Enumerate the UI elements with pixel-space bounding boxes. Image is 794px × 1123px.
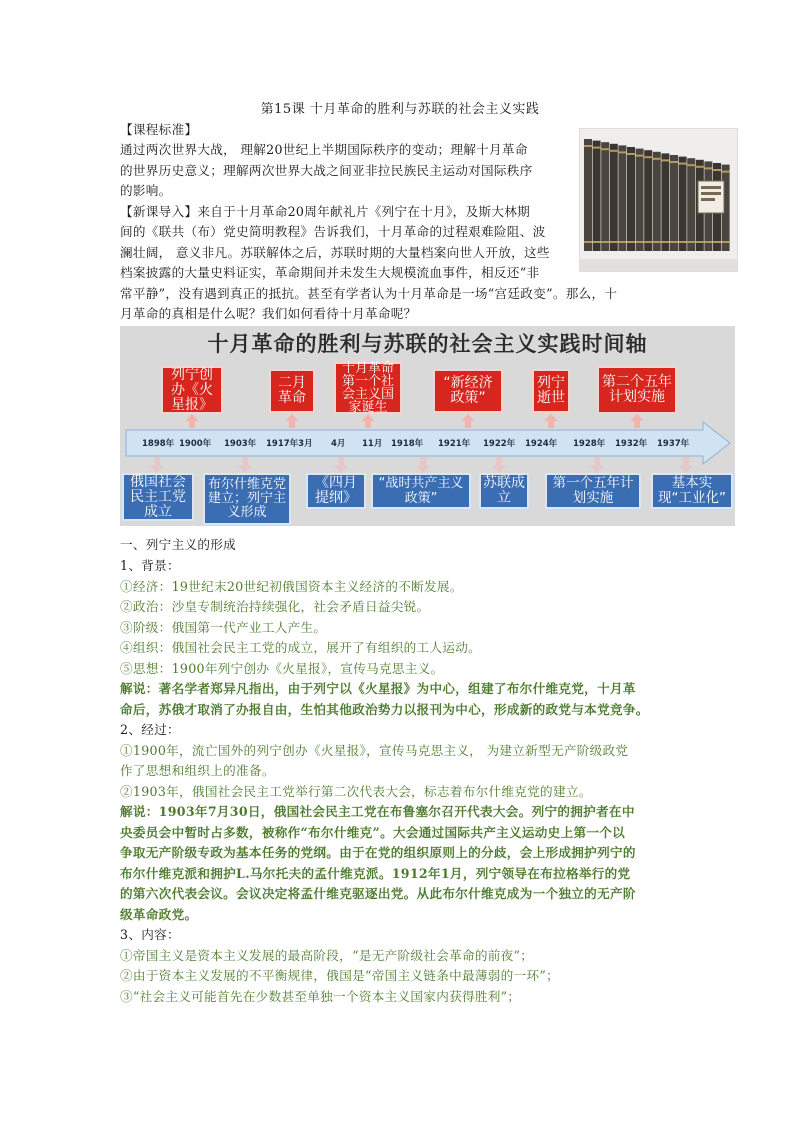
book-spine [644,150,652,251]
timeline-event-top: 第二个五年计划实施 [597,366,677,414]
book-spine-band [713,169,721,171]
axis-label: 1917年3月 [266,439,313,449]
commentary-line: 央委员会中暂时占多数，被称作“布尔什维克”。大会通过国际共产主义运动史上第一个以 [120,825,626,840]
timeline-event-top: 列宁创办《火星报》 [161,366,223,414]
up-arrow-icon [289,420,295,428]
subheading: 3、内容： [120,927,180,942]
book-spine-band [644,156,652,158]
book-spine-band [670,161,678,163]
subheading: 2、经过： [120,722,180,737]
up-arrow-icon [634,420,640,428]
commentary-line: 争取无产阶级专政为基本任务的党纲。由于在党的组织原则上的分歧，会上形成拥护列宁的 [120,845,636,860]
timeline-event-top: 列宁逝世 [532,369,570,413]
book-spine-band [636,155,644,157]
book-spine [679,157,687,251]
timeline-event-bottom: 基本实现“工业化” [651,473,733,509]
timeline-event-top: 十月革命第一个社会主义国家诞生 [334,362,402,414]
book-spine-band [593,241,601,243]
axis-label: 1918年 [391,439,424,449]
book-spine-band [618,241,626,243]
book-spine-band [653,158,661,160]
timeline-event-top: “新经济政策” [433,369,503,413]
book-spine-band [653,241,661,243]
timeline-event-bottom: 俄国社会民主工党成立 [122,473,194,521]
book-spine-band [610,150,618,152]
commentary-line: 命后，苏俄才取消了办报自由，生怕其他政治势力以报刊为中心，形成新的政党与本党竞争。 [120,702,649,717]
book-spine [601,142,609,251]
book-spine [653,152,661,251]
down-arrow-icon [338,457,344,467]
timeline-event-bottom: 苏联成立 [479,473,529,509]
book-spine-band [601,148,609,150]
axis-label: 1928年 [573,439,606,449]
lesson-title: 第15课 十月革命的胜利与苏联的社会主义实践 [260,102,540,117]
book-spine-band [610,241,618,243]
book-spine-band [713,241,721,243]
book-spine-band [670,241,678,243]
down-arrow-icon [154,457,160,467]
commentary-line: 级革命政党。 [120,907,198,922]
intro-line: 的世界历史意义；理解两次世界大战之间亚非拉民族民主运动对国际秩序 [120,163,533,178]
intro-line: 月革命的真相是什么呢？我们如何看待十月革命呢？ [120,306,417,321]
book-spine-band [636,241,644,243]
book-spine-band [618,151,626,153]
book-spine-band [593,147,601,149]
book-spine-band [696,166,704,168]
book-set-photo [579,128,738,272]
book-spine-band [644,241,652,243]
timeline-event-top: 二月革命 [269,369,315,413]
book-spine [593,141,601,251]
axis-label: 1922年 [483,439,516,449]
book-spine [627,147,635,251]
point-line: ③阶级：俄国第一代产业工人产生。 [120,620,327,635]
axis-label: 1900年 [179,439,212,449]
timeline-event-bottom: “战时共产主义政策” [371,473,471,509]
commentary-line: 布尔什维克派和拥护L.马尔托夫的孟什维克派。1912年1月，列宁领导在布拉格举行的党 [120,866,631,881]
book-spine-band [704,167,712,169]
axis-label: 1903年 [224,439,257,449]
point-line: ②由于资本主义发展的不平衡规律，俄国是“帝国主义链条中最薄弱的一环”； [120,968,559,983]
axis-label: 1932年 [615,439,648,449]
intro-line: 通过两次世界大战， 理解20世纪上半期国际秩序的变动；理解十月革命 [120,142,528,157]
timeline-event-bottom: 《四月提纲》 [306,473,366,509]
intro-line: 澜壮阔， 意义非凡。苏联解体之后，苏联时期的大量档案向世人开放，这些 [120,245,550,260]
point-line: ⑤思想：1900年列宁创办《火星报》，宣传马克思主义。 [120,661,444,676]
timeline-graphic [120,326,735,526]
point-line: ②政治：沙皇专制统治持续强化，社会矛盾日益尖锐。 [120,599,430,614]
book-spine-band [661,159,669,161]
book-spine [584,139,592,251]
book-spine-band [661,241,669,243]
book-spine [636,149,644,251]
axis-label: 1921年 [438,439,471,449]
book-set-illustration [580,129,737,271]
axis-label: 1937年 [657,439,690,449]
intro-line: 间的《联共（布）党史简明教程》告诉我们，十月革命的过程艰难险阻、波 [120,224,546,239]
point-line: ①经济：19世纪末20世纪初俄国资本主义经济的不断发展。 [120,579,463,594]
book-spine-band [687,164,695,166]
point-line: 作了思想和组织上的准备。 [120,763,275,778]
book-spine-band [584,145,592,147]
book-spine-band [722,241,730,243]
down-arrow-icon [242,457,248,467]
down-arrow-icon [496,457,502,467]
commentary-line: 解说：著名学者郑异凡指出，由于列宁以《火星报》为中心，组建了布尔什维克党，十月革 [120,681,636,696]
book-spine [610,144,618,251]
up-arrow-icon [365,420,371,428]
axis-label: 1924年 [525,439,558,449]
commentary-line: 的第六次代表会议。会议决定将孟什维克驱逐出党。从此布尔什维克成为一个独立的无产阶 [120,886,636,901]
subheading: 1、背景： [120,558,180,573]
down-arrow-icon [420,457,426,467]
book-spine-band [722,171,730,173]
point-line: ①1900年，流亡国外的列宁创办《火星报》，宣传马克思主义， 为建立新型无产阶级政党 [120,743,629,758]
point-line: ④组织：俄国社会民主工党的成立，展开了有组织的工人运动。 [120,640,482,655]
intro-line: 档案披露的大量史料证实，革命期间并未发生大规模流血事件，相反还“非 [120,265,540,280]
up-arrow-icon [465,420,471,428]
timeline-event-bottom: 布尔什维克党建立；列宁主义形成 [203,473,291,525]
book-spine-band [696,241,704,243]
axis-label: 4月 [331,439,346,449]
commentary-line: 解说：1903年7月30日，俄国社会民主工党在布鲁塞尔召开代表大会。列宁的拥护者在中 [120,804,635,819]
section-heading: 一、列宁主义的形成 [120,537,237,552]
book-spine-band [704,241,712,243]
book-spine-band [601,241,609,243]
timeline-title: 十月革命的胜利与苏联的社会主义实践时间轴 [207,332,648,356]
timeline-event-bottom: 第一个五年计划实施 [545,473,641,509]
book-spine-band [679,241,687,243]
intro-line: 【新课导入】来自于十月革命20周年献礼片《列宁在十月》，及斯大林期 [120,204,531,219]
point-line: ①帝国主义是资本主义发展的最高阶段，“是无产阶级社会革命的前夜”； [120,948,534,963]
book-spine [670,155,678,251]
up-arrow-icon [548,420,554,428]
intro-line: 的影响。 [120,183,172,198]
book-spine-band [687,241,695,243]
book-spine-band [627,153,635,155]
axis-label: 11月 [362,439,383,449]
book-spine [661,153,669,251]
book-spine [687,158,695,251]
book-spine-band [584,241,592,243]
intro-line: 【课程标准】 [120,122,198,137]
book-spine-band [627,241,635,243]
intro-line: 常平静”，没有遇到真正的抵抗。甚至有学者认为十月革命是一场“宫廷政变”。那么，十 [120,286,618,301]
book-spine-band [679,163,687,165]
point-line: ③“社会主义可能首先在少数甚至单独一个资本主义国家内获得胜利”； [120,989,521,1004]
down-arrow-icon [594,457,600,467]
down-arrow-icon [683,457,689,467]
axis-label: 1898年 [142,439,175,449]
book-spine [618,145,626,251]
point-line: ②1903年，俄国社会民主工党举行第二次代表大会，标志着布尔什维克党的建立。 [120,784,592,799]
up-arrow-icon [189,420,195,428]
